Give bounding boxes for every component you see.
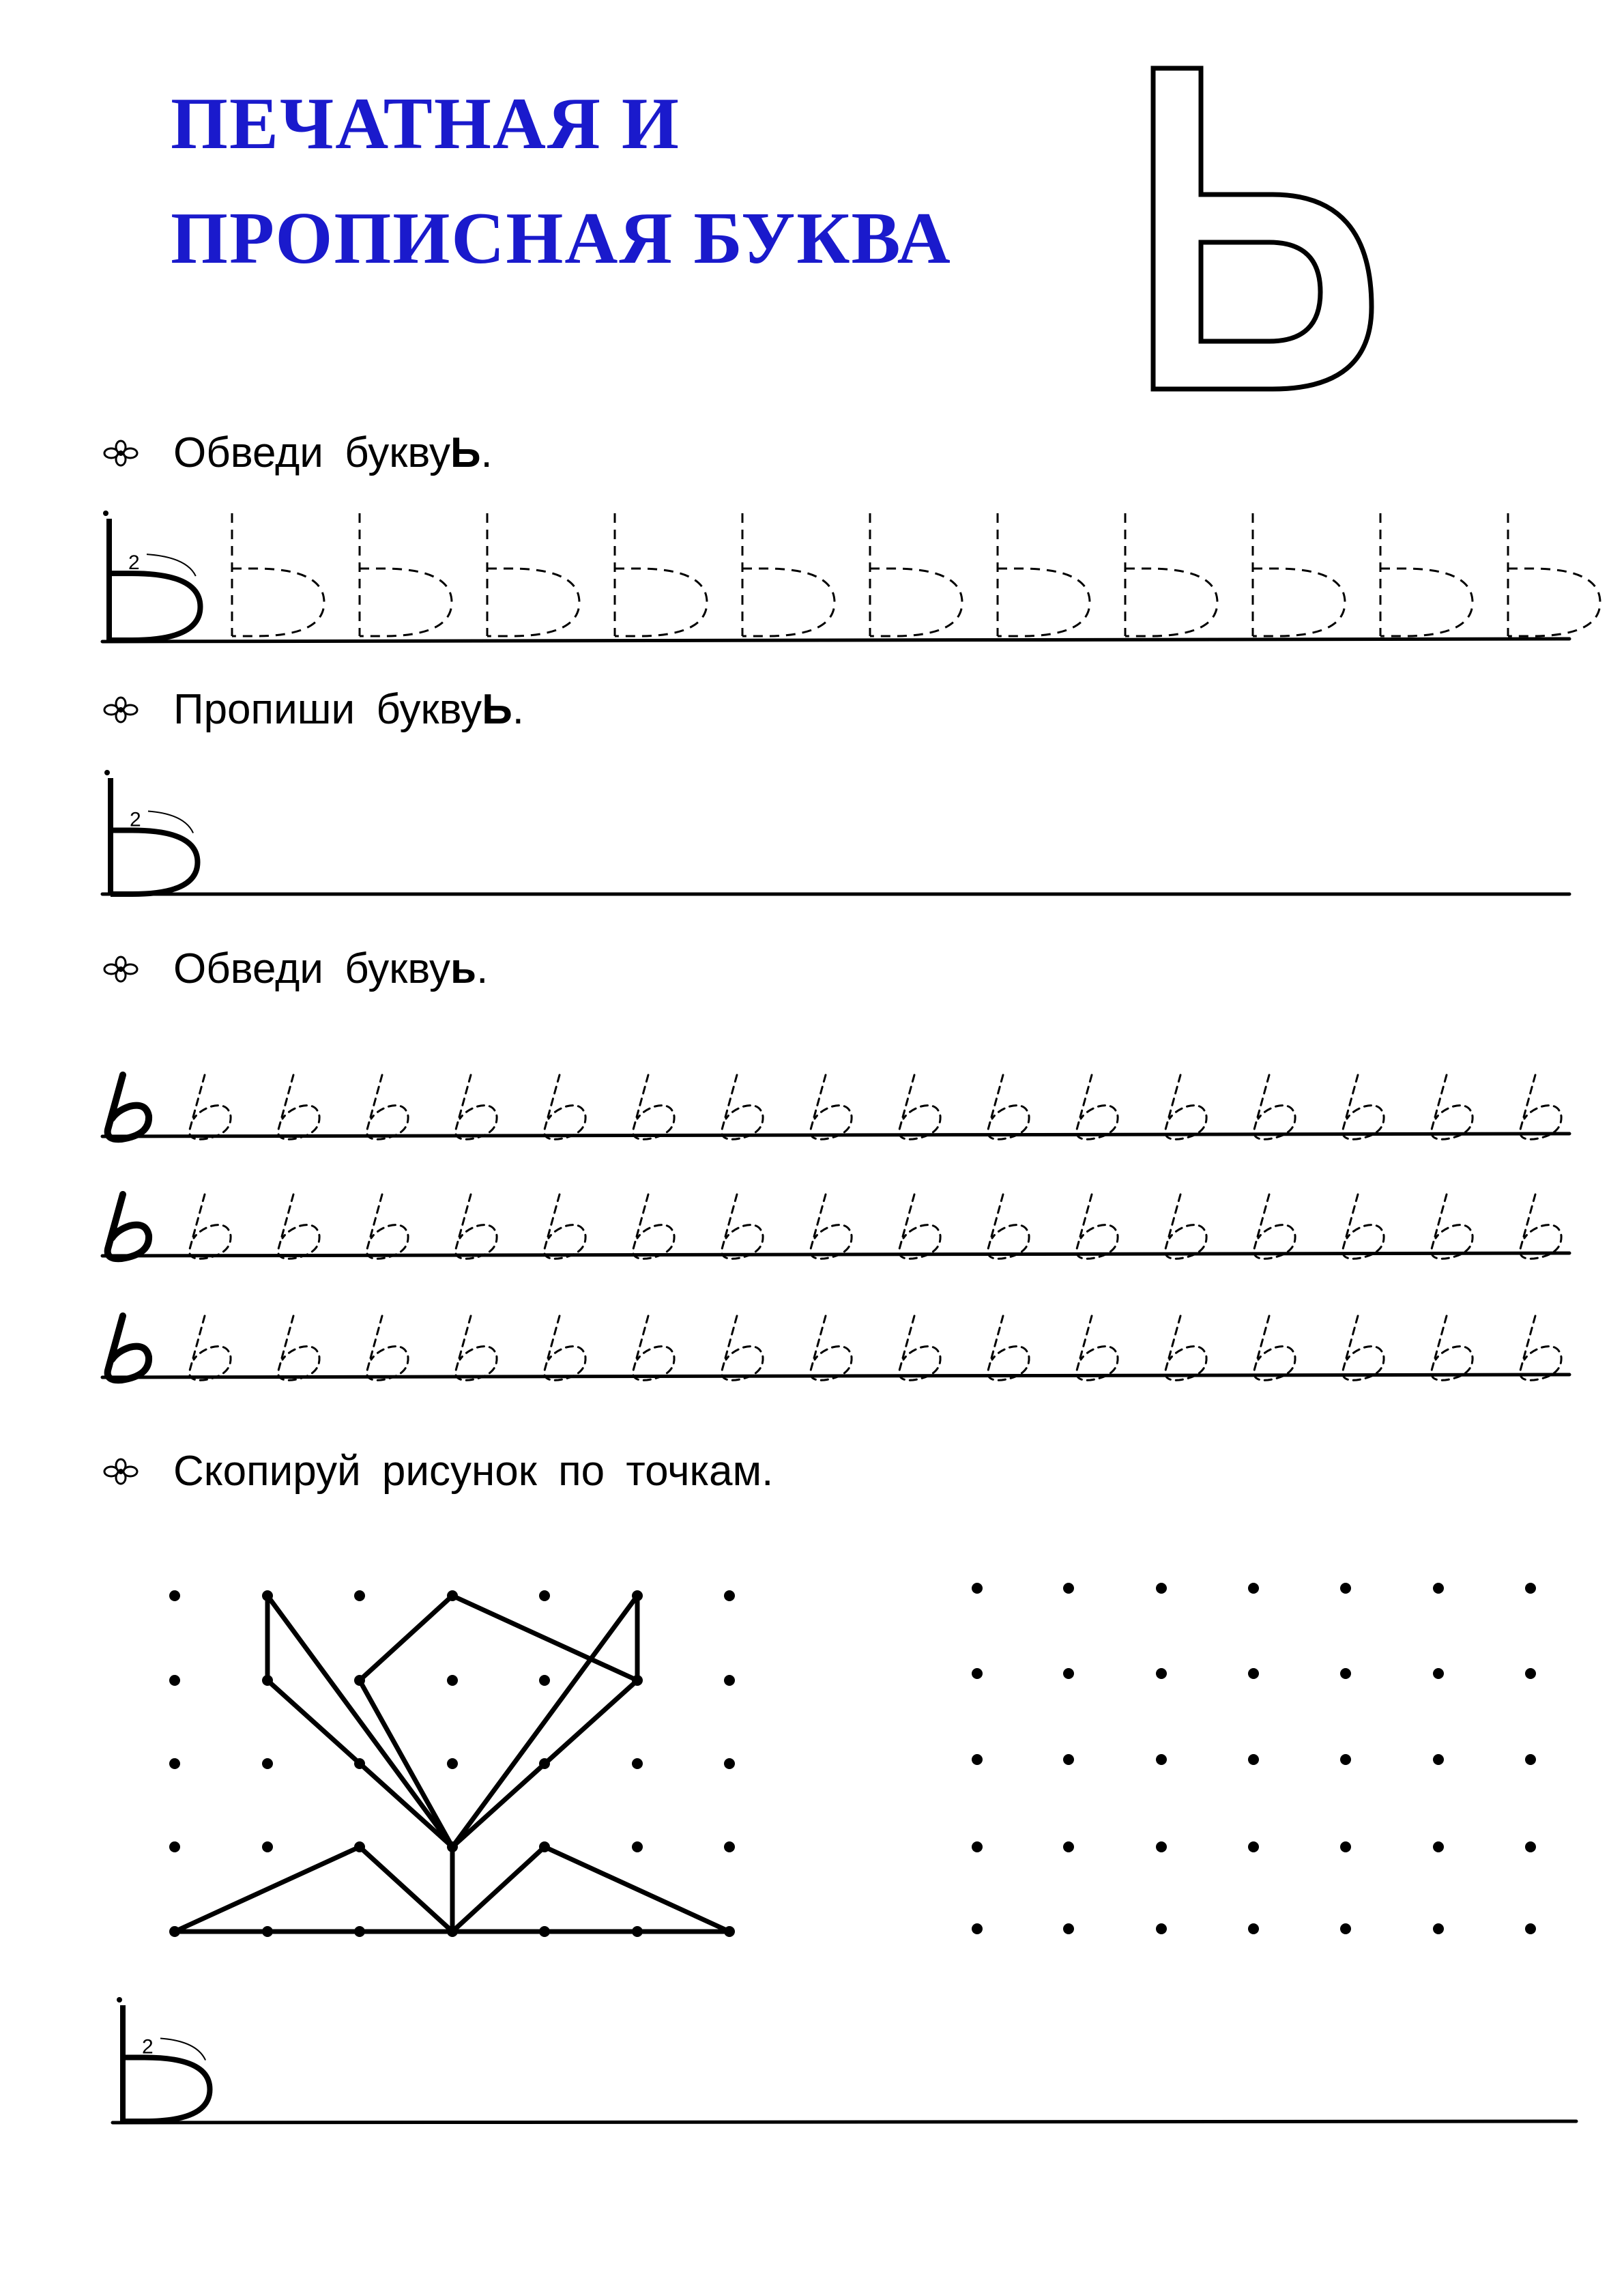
- grid-dot: [1433, 1754, 1444, 1765]
- sample-letter: [117, 1997, 210, 2121]
- figure-line: [360, 1596, 452, 1680]
- grid-dot: [1340, 1754, 1351, 1765]
- dashed-letter: [1508, 513, 1600, 636]
- grid-dot: [632, 1841, 643, 1852]
- dashed-cursive-letter: [545, 1194, 585, 1259]
- dashed-cursive-letter: [988, 1075, 1029, 1139]
- dashed-cursive-letter: [1343, 1316, 1384, 1380]
- grid-dot: [724, 1675, 735, 1686]
- dashed-cursive-letter: [190, 1194, 231, 1259]
- dashed-cursive-letter: [367, 1316, 408, 1380]
- stroke-order-number: 2: [142, 2035, 154, 2058]
- grid-dot: [1525, 1841, 1536, 1852]
- grid-dot: [354, 1590, 365, 1601]
- dashed-cursive-letter: [899, 1194, 940, 1259]
- task-letter: ь: [450, 945, 477, 992]
- grid-dot: [1525, 1923, 1536, 1934]
- dashed-cursive-letter: [811, 1194, 852, 1259]
- figure-line: [175, 1847, 360, 1932]
- grid-dot: [724, 1758, 735, 1769]
- grid-dot: [1156, 1754, 1167, 1765]
- grid-dot: [632, 1758, 643, 1769]
- dashed-cursive-letter: [545, 1075, 585, 1139]
- grid-dot: [169, 1675, 180, 1686]
- figure-line: [545, 1847, 729, 1932]
- grid-dot: [1433, 1583, 1444, 1594]
- dashed-letter: [360, 513, 452, 636]
- dashed-letter: [487, 513, 579, 636]
- grid-dot: [169, 1841, 180, 1852]
- dashed-cursive-letter: [278, 1194, 319, 1259]
- dashed-cursive-letter: [1520, 1194, 1561, 1259]
- dashed-cursive-letter: [1343, 1075, 1384, 1139]
- dashed-cursive-letter: [1077, 1194, 1118, 1259]
- dashed-letter: [1125, 513, 1217, 636]
- grid-dot: [1248, 1923, 1259, 1934]
- dashed-cursive-letter: [456, 1194, 497, 1259]
- stroke-order-number: 2: [128, 551, 140, 575]
- dashed-cursive-letter: [367, 1194, 408, 1259]
- dashed-cursive-letter: [367, 1075, 408, 1139]
- grid-dot: [972, 1668, 983, 1679]
- dashed-cursive-letter: [1077, 1316, 1118, 1380]
- grid-dot: [1063, 1754, 1074, 1765]
- grid-dot: [539, 1675, 550, 1686]
- grid-dot: [1156, 1583, 1167, 1594]
- dashed-cursive-letter: [1520, 1316, 1561, 1380]
- dashed-cursive-letter: [1343, 1194, 1384, 1259]
- grid-dot: [1063, 1923, 1074, 1934]
- grid-dot: [1248, 1668, 1259, 1679]
- grid-dot: [1156, 1923, 1167, 1934]
- figure-line: [452, 1680, 637, 1847]
- grid-dot: [972, 1754, 983, 1765]
- dashed-cursive-letter: [722, 1075, 763, 1139]
- dashed-cursive-letter: [1165, 1316, 1206, 1380]
- grid-dot: [1525, 1668, 1536, 1679]
- grid-dot: [1156, 1841, 1167, 1852]
- figure-line: [452, 1596, 637, 1847]
- grid-dot: [972, 1841, 983, 1852]
- dashed-cursive-letter: [190, 1316, 231, 1380]
- dashed-cursive-letter: [1077, 1075, 1118, 1139]
- grid-dot: [724, 1841, 735, 1852]
- dashed-cursive-letter: [988, 1316, 1029, 1380]
- task-letter: Ь: [482, 686, 512, 733]
- dashed-cursive-letter: [1432, 1316, 1473, 1380]
- grid-dot: [1433, 1668, 1444, 1679]
- figure-line: [267, 1680, 452, 1847]
- dashed-cursive-letter: [456, 1075, 497, 1139]
- grid-dot: [1063, 1841, 1074, 1852]
- task-end: .: [476, 945, 489, 992]
- grid-dot: [262, 1841, 273, 1852]
- dashed-cursive-letter: [1254, 1075, 1295, 1139]
- dashed-cursive-letter: [1432, 1194, 1473, 1259]
- dashed-letter: [870, 513, 962, 636]
- sample-letter: [104, 770, 198, 894]
- title-line-2: ПРОПИСНАЯ БУКВА: [171, 198, 952, 279]
- grid-dot: [1063, 1668, 1074, 1679]
- grid-dot: [1248, 1841, 1259, 1852]
- dashed-cursive-letter: [1254, 1194, 1295, 1259]
- grid-dot: [1248, 1583, 1259, 1594]
- grid-dot: [447, 1675, 458, 1686]
- dashed-cursive-letter: [811, 1075, 852, 1139]
- grid-dot: [539, 1590, 550, 1601]
- grid-dot: [1433, 1923, 1444, 1934]
- grid-dot: [1433, 1841, 1444, 1852]
- grid-dot: [1340, 1668, 1351, 1679]
- task-text: Пропиши букву: [173, 686, 482, 733]
- dashed-cursive-letter: [278, 1316, 319, 1380]
- grid-dot: [1340, 1841, 1351, 1852]
- task-text: Обведи букву: [173, 429, 450, 476]
- dashed-cursive-letter: [278, 1075, 319, 1139]
- task-letter: Ь: [450, 429, 481, 476]
- sample-cursive-letter: [108, 1316, 149, 1380]
- sample-cursive-letter: [108, 1194, 149, 1259]
- sample-letter: [103, 511, 201, 640]
- dashed-letter: [1253, 513, 1345, 636]
- dashed-letter: [998, 513, 1090, 636]
- dashed-cursive-letter: [456, 1316, 497, 1380]
- grid-dot: [169, 1590, 180, 1601]
- dashed-cursive-letter: [988, 1194, 1029, 1259]
- dashed-cursive-letter: [722, 1316, 763, 1380]
- figure-line: [452, 1596, 637, 1680]
- dashed-cursive-letter: [1165, 1075, 1206, 1139]
- stroke-order-number: 2: [130, 808, 141, 831]
- grid-dot: [447, 1758, 458, 1769]
- grid-dot: [1248, 1754, 1259, 1765]
- grid-dot: [1340, 1923, 1351, 1934]
- grid-dot: [972, 1583, 983, 1594]
- dashed-letter: [1380, 513, 1473, 636]
- grid-dot: [1340, 1583, 1351, 1594]
- figure-line: [267, 1596, 452, 1847]
- dashed-cursive-letter: [811, 1316, 852, 1380]
- writing-baseline: [113, 2121, 1576, 2123]
- grid-dot: [169, 1758, 180, 1769]
- dashed-cursive-letter: [1432, 1075, 1473, 1139]
- dashed-cursive-letter: [633, 1194, 674, 1259]
- grid-dot: [1525, 1754, 1536, 1765]
- task-end: .: [512, 686, 524, 733]
- dashed-letter: [615, 513, 707, 636]
- grid-dot: [1063, 1583, 1074, 1594]
- task-end: .: [480, 429, 493, 476]
- dashed-cursive-letter: [633, 1316, 674, 1380]
- sample-cursive-letter: [108, 1075, 149, 1139]
- dashed-cursive-letter: [1254, 1316, 1295, 1380]
- dashed-cursive-letter: [1165, 1194, 1206, 1259]
- grid-dot: [972, 1923, 983, 1934]
- figure-line: [452, 1847, 545, 1932]
- dashed-cursive-letter: [633, 1075, 674, 1139]
- dashed-cursive-letter: [899, 1075, 940, 1139]
- dashed-cursive-letter: [190, 1075, 231, 1139]
- grid-dot: [1525, 1583, 1536, 1594]
- grid-dot: [1156, 1668, 1167, 1679]
- dashed-letter: [742, 513, 835, 636]
- grid-dot: [724, 1590, 735, 1601]
- dashed-cursive-letter: [722, 1194, 763, 1259]
- task-text: Обведи букву: [173, 945, 450, 992]
- dashed-cursive-letter: [1520, 1075, 1561, 1139]
- figure-line: [360, 1847, 452, 1932]
- task-text: Скопируй рисунок по точкам.: [173, 1448, 774, 1495]
- figure-line: [360, 1680, 452, 1847]
- dashed-cursive-letter: [899, 1316, 940, 1380]
- title-line-1: ПЕЧАТНАЯ И: [171, 83, 680, 164]
- grid-dot: [262, 1758, 273, 1769]
- writing-baseline: [102, 639, 1569, 642]
- dashed-cursive-letter: [545, 1316, 585, 1380]
- dashed-letter: [232, 513, 324, 636]
